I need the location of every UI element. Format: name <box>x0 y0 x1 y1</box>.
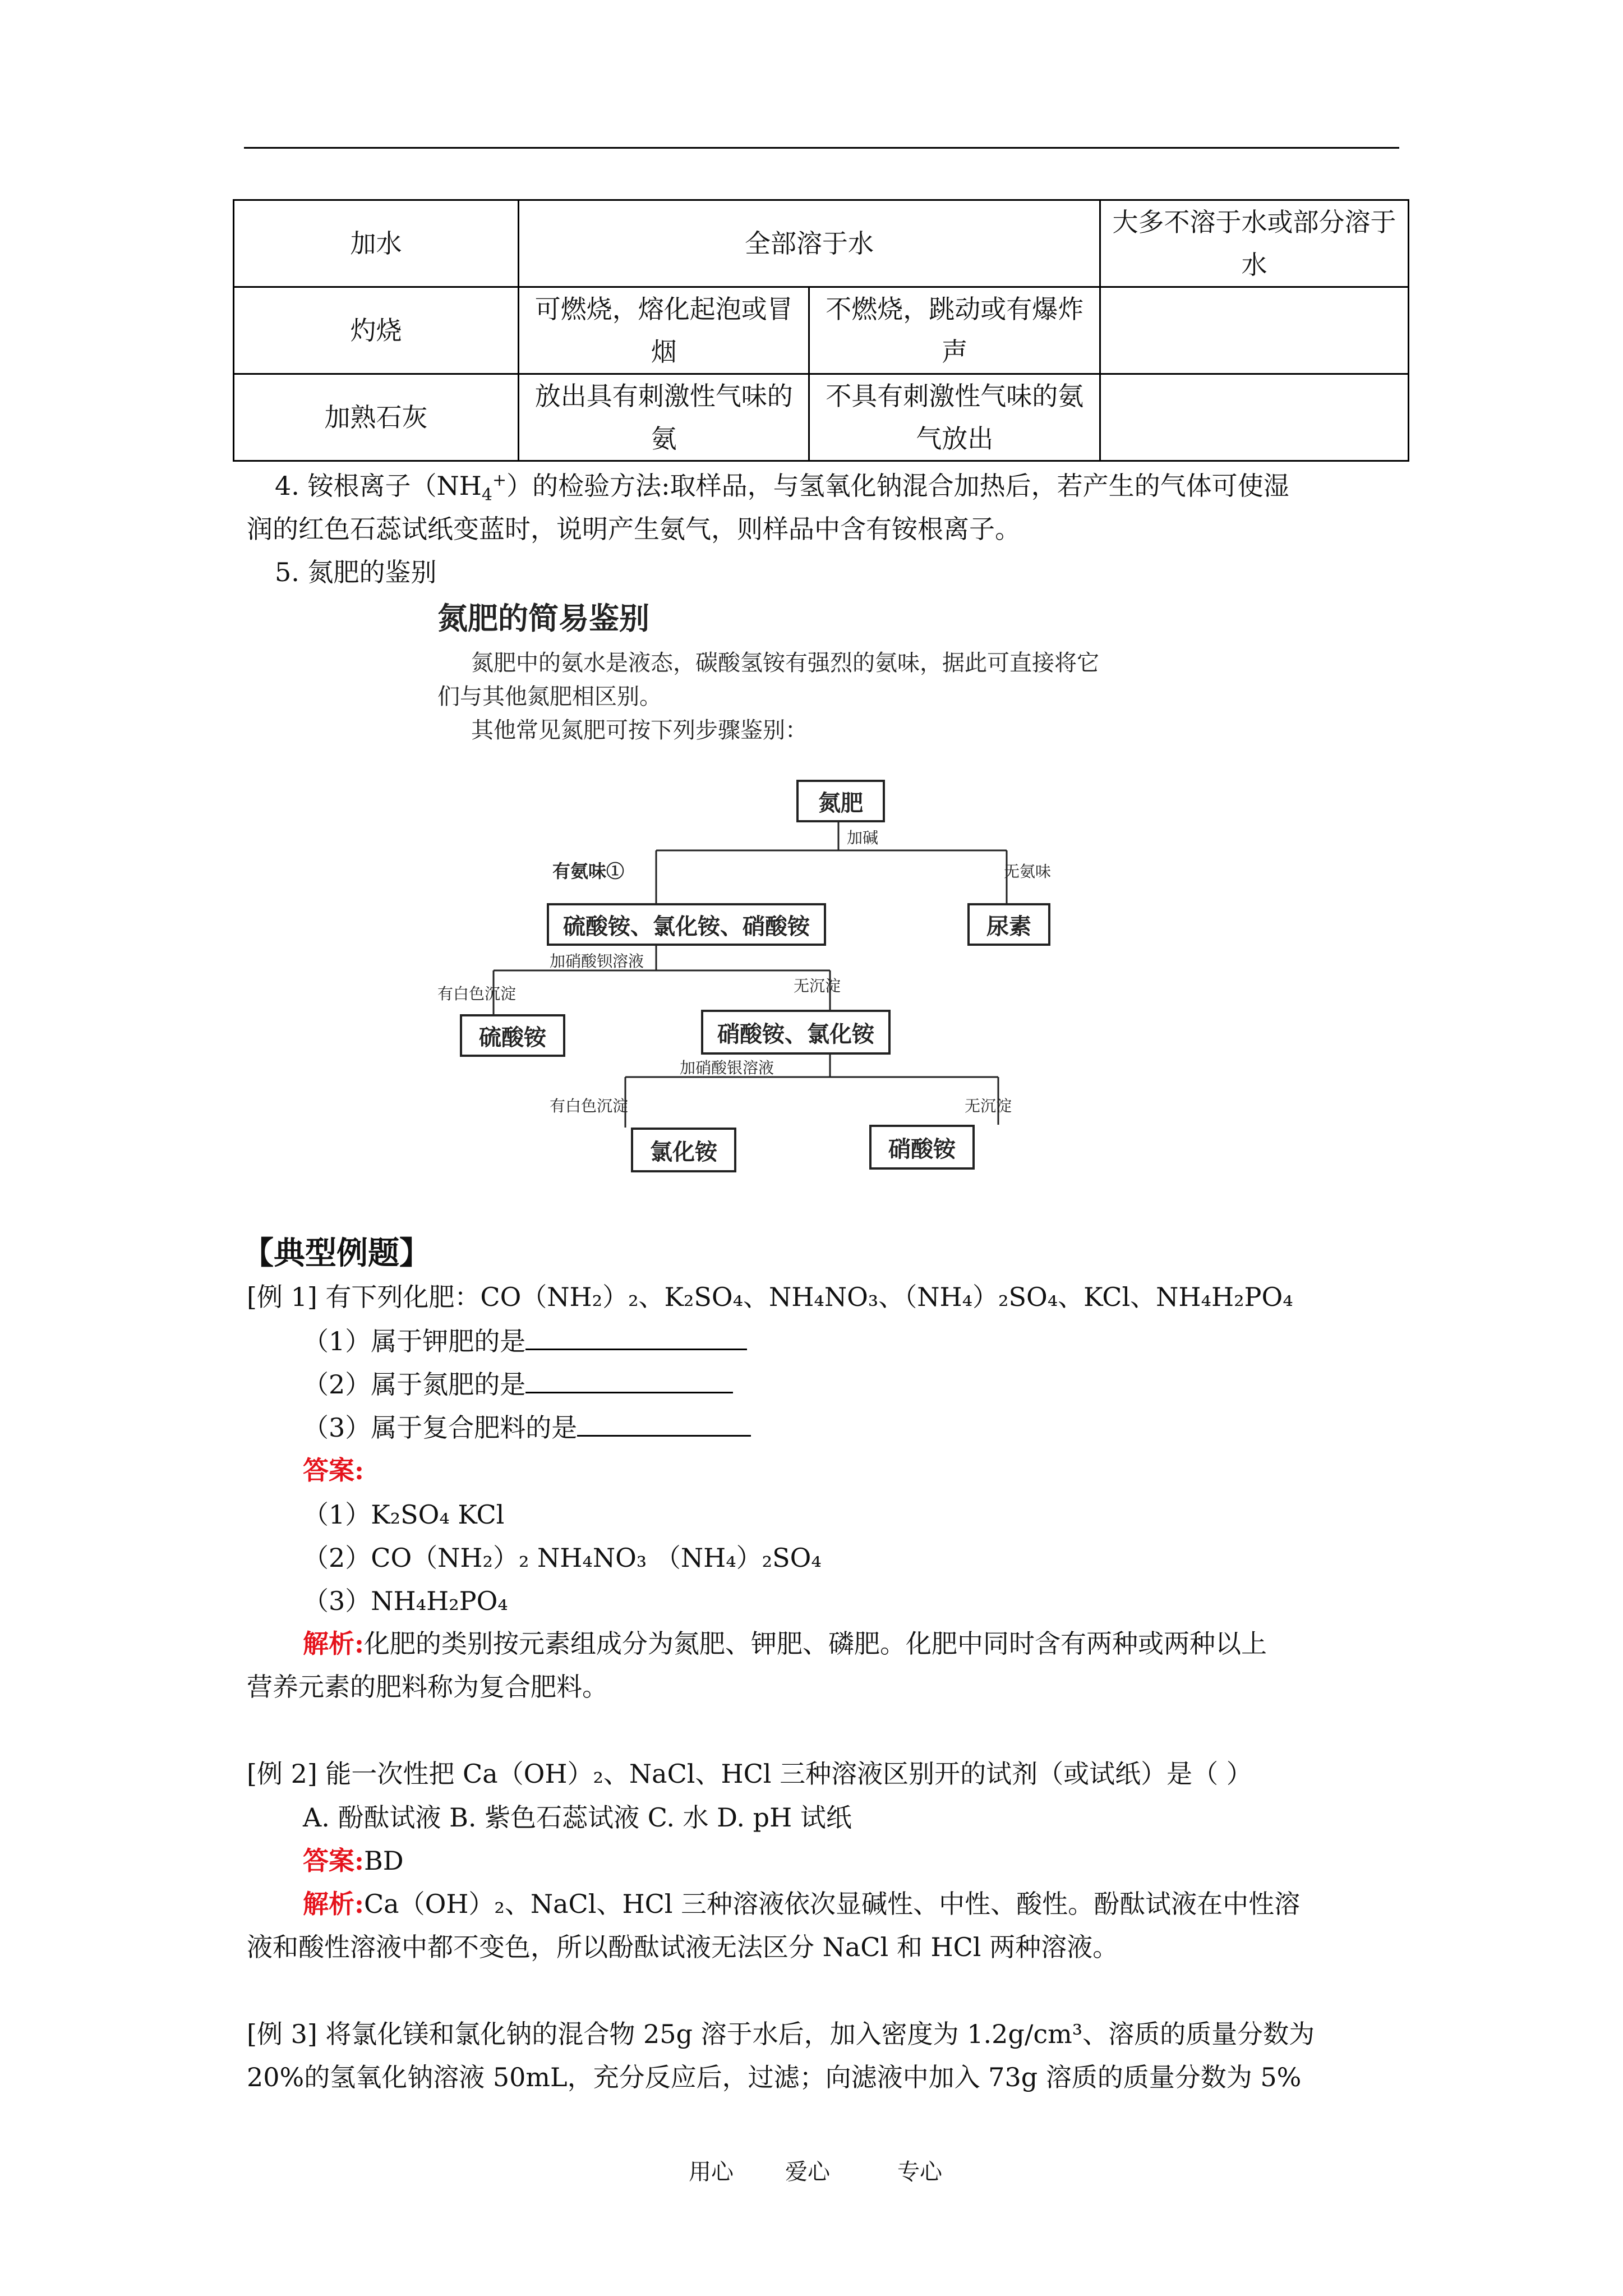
example-1-answer-label: 答案: <box>303 1455 364 1485</box>
nh4-prefix: 4. 铵根离子（NH <box>275 471 482 501</box>
table-cell: 可燃烧，熔化起泡或冒烟 <box>518 287 809 374</box>
footer-text-1: 用心 <box>689 2159 734 2185</box>
table-row <box>234 200 1409 287</box>
header-rule <box>244 147 1399 149</box>
table-cell: 不具有刺激性气味的氨气放出 <box>809 374 1100 461</box>
q3-text: （3）属于复合肥料的是 <box>303 1412 578 1443</box>
section-4-line-2: 润的红色石蕊试纸变蓝时，说明产生氨气，则样品中含有铵根离子。 <box>247 514 1021 544</box>
analysis-text: 化肥的类别按元素组成分为氮肥、钾肥、磷肥。化肥中同时含有两种或两种以上 <box>363 1628 1267 1659</box>
label-white-precipitate-1: 有白色沉淀 <box>437 984 517 1003</box>
example-1-answer-3: （3）NH₄H₂PO₄ <box>303 1586 508 1616</box>
label-ammonia-smell: 有氨味① <box>552 861 625 882</box>
section-4-rest: ）的检验方法:取样品，与氢氧化钠混合加热后，若产生的气体可使湿 <box>506 471 1289 501</box>
table-cell: 放出具有刺激性气味的氨 <box>518 374 809 461</box>
example-2-analysis-line-1 <box>303 1887 1300 1921</box>
q1-text: （1）属于钾肥的是 <box>303 1326 526 1356</box>
fertilizer-identification-table <box>233 199 1409 462</box>
figure-title: 氮肥的简易鉴别 <box>437 600 649 636</box>
label-no-ammonia-smell: 无氨味 <box>1004 862 1052 881</box>
label-no-precipitate-1: 无沉淀 <box>794 977 841 995</box>
node-ammonium-nitrate: 硝酸铵 <box>869 1125 975 1170</box>
answer-value: BD <box>363 1846 404 1876</box>
node-urea: 尿素 <box>967 903 1050 946</box>
example-2-answer <box>303 1844 404 1878</box>
analysis-label: 解析: <box>303 1628 364 1659</box>
table-cell: 不燃烧，跳动或有爆炸声 <box>809 287 1100 374</box>
nitrogen-fertilizer-flowchart <box>426 595 1211 1189</box>
table-cell: 灼烧 <box>234 287 519 374</box>
example-3-line-2: 20%的氢氧化钠溶液 50mL，充分反应后，过滤；向滤液中加入 73g 溶质的质量分数为 5% <box>247 2062 1302 2092</box>
table-cell: 大多不溶于水或部分溶于水 <box>1100 200 1408 287</box>
answer-label: 答案: <box>303 1846 364 1876</box>
table-cell: 全部溶于水 <box>518 200 1100 287</box>
analysis-text: Ca（OH）₂、NaCl、HCl 三种溶液依次显碱性、中性、酸性。酚酞试液在中性溶 <box>363 1889 1301 1919</box>
table-row <box>234 287 1409 374</box>
node-nitrogen-fertilizer: 氮肥 <box>796 780 885 822</box>
node-nitrate-chloride: 硝酸铵、氯化铵 <box>701 1010 891 1055</box>
example-3-line-1: [例 3] 将氯化镁和氯化钠的混合物 25g 溶于水后，加入密度为 1.2g/cm³、溶质的质量分数为 <box>247 2019 1315 2049</box>
label-white-precipitate-2: 有白色沉淀 <box>550 1097 629 1115</box>
flowchart-lines <box>426 595 1211 1189</box>
table-cell <box>1100 374 1408 461</box>
table-cell: 加水 <box>234 200 519 287</box>
footer-text-3: 专心 <box>897 2159 942 2185</box>
footer-text-2: 爱心 <box>785 2159 830 2185</box>
label-no-precipitate-2: 无沉淀 <box>965 1097 1012 1115</box>
example-1-question: [例 1] 有下列化肥：CO（NH₂）₂、K₂SO₄、NH₄NO₃、（NH₄）₂SO₄、KCl、NH₄H₂PO₄ <box>247 1282 1293 1312</box>
example-1-answer-2: （2）CO（NH₂）₂ NH₄NO₃ （NH₄）₂SO₄ <box>303 1543 822 1573</box>
label-add-base: 加碱 <box>847 829 879 847</box>
example-1-analysis-line-2: 营养元素的肥料称为复合肥料。 <box>247 1672 608 1702</box>
subscript: 4 <box>481 485 492 505</box>
example-2-analysis-line-2: 液和酸性溶液中都不变色，所以酚酞试液无法区分 NaCl 和 HCl 两种溶液。 <box>247 1932 1119 1962</box>
answer-blank[interactable] <box>577 1410 751 1437</box>
node-ammonium-sulfate: 硫酸铵 <box>460 1014 565 1057</box>
example-1-analysis-line-1 <box>303 1627 1267 1660</box>
section-5-title: 5. 氮肥的鉴别 <box>275 557 437 587</box>
node-ammonium-chloride: 氯化铵 <box>631 1128 736 1172</box>
answer-blank[interactable] <box>525 1324 747 1350</box>
table-cell: 加熟石灰 <box>234 374 519 461</box>
label-add-silver-nitrate: 加硝酸银溶液 <box>680 1059 774 1077</box>
node-sulfate-chloride-nitrate: 硫酸铵、氯化铵、硝酸铵 <box>547 903 826 946</box>
label-add-barium-nitrate: 加硝酸钡溶液 <box>550 952 644 970</box>
table-cell <box>1100 287 1408 374</box>
figure-description-1: 氮肥中的氨水是液态，碳酸氢铵有强烈的氨味，据此可直接将它 <box>471 650 1099 676</box>
example-2-question: [例 2] 能一次性把 Ca（OH）₂、NaCl、HCl 三种溶液区别开的试剂（或试纸）是（ ） <box>247 1759 1252 1789</box>
table-row <box>234 374 1409 461</box>
answer-blank[interactable] <box>525 1367 733 1393</box>
q2-text: （2）属于氮肥的是 <box>303 1369 526 1400</box>
example-1-q2 <box>303 1367 733 1401</box>
example-1-answer-1: （1）K₂SO₄ KCl <box>303 1499 505 1530</box>
examples-heading: 【典型例题】 <box>242 1235 431 1272</box>
superscript: + <box>492 470 507 490</box>
figure-description-3: 其他常见氮肥可按下列步骤鉴别： <box>471 717 808 743</box>
example-1-q3 <box>303 1410 751 1444</box>
section-4-line-1 <box>275 469 1289 503</box>
analysis-label: 解析: <box>303 1889 364 1919</box>
example-1-q1 <box>303 1324 747 1358</box>
example-2-options: A. 酚酞试液 B. 紫色石蕊试液 C. 水 D. pH 试纸 <box>303 1802 852 1833</box>
figure-description-2: 们与其他氮肥相区别。 <box>437 684 662 710</box>
